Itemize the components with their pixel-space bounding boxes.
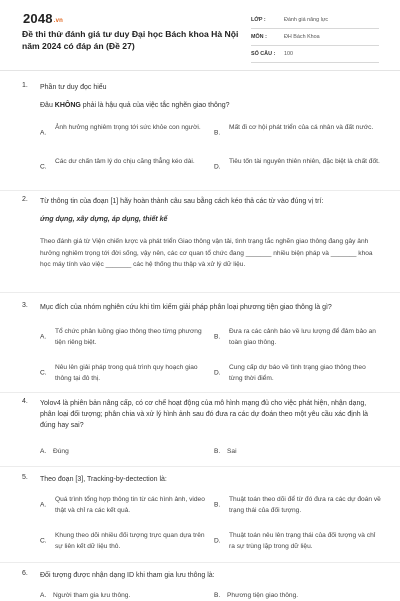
option-d[interactable]: D. Thuật toán nêu lên trạng thái của đối tượng và chỉ ra sự trùng lặp trong dữ liệu. — [214, 532, 376, 550]
question-text: Mục đích của nhóm nghiên cứu khi tìm kiếm giải pháp phân loại phương tiện giao thông là gì? — [40, 304, 332, 311]
exam-meta — [251, 12, 379, 63]
question-6 — [22, 570, 378, 600]
option-b[interactable]: B. Thuật toán theo dõi để từ đó đưa ra các dự đoán về trạng thái của đối tượng. — [214, 496, 381, 514]
meta-label: SỐ CÂU : — [251, 51, 276, 57]
question-text: Từ thông tin của đoạn [1] hãy hoàn thành câu sau bằng cách kéo thả các từ vào đúng vị trí: — [40, 198, 324, 205]
question-3 — [22, 302, 378, 388]
emphasis-not: KHÔNG — [54, 102, 81, 109]
question-divider — [0, 466, 400, 467]
meta-row-class — [251, 12, 379, 29]
meta-label: LỚP : — [251, 17, 266, 23]
option-c[interactable]: C. Các dư chấn tâm lý do chịu căng thẳng kéo dài. — [40, 158, 195, 171]
option-d[interactable]: D. Tiêu tốn tài nguyên thiên nhiên, đặc biệt là chất đốt. — [214, 158, 380, 171]
header — [0, 0, 400, 72]
meta-row-count — [251, 46, 379, 63]
option-c[interactable]: C. Nêu lên giải pháp trong quá trình quy hoạch giao thông tại đô thị. — [40, 364, 198, 382]
question-number: 3. — [22, 302, 28, 309]
meta-value: ĐH Bách Khoa — [284, 34, 320, 40]
option-b[interactable]: B. Sai — [214, 448, 237, 455]
logo-main: 2048 — [23, 11, 53, 26]
question-number: 1. — [22, 82, 28, 89]
question-4 — [22, 398, 378, 462]
option-a[interactable]: A. Quá trình tổng hợp thông tin từ các hình ảnh, video thật và chỉ ra các kết quả. — [40, 496, 205, 514]
option-b[interactable]: B. Mất đi cơ hội phát triển của cá nhân và đất nước. — [214, 124, 374, 137]
option-b[interactable]: B. Đưa ra các cảnh báo về lưu lượng để đảm bảo an toàn giao thông. — [214, 328, 376, 346]
meta-value: 100 — [284, 51, 293, 57]
option-c[interactable]: C. Khung theo dõi nhiều đối tượng trực quan dựa trên sự liên kết dữ liệu thô. — [40, 532, 205, 550]
question-text: Phần tư duy đọc hiểu — [40, 84, 107, 91]
option-b[interactable]: B. Phương tiện giao thông. — [214, 592, 299, 599]
option-a[interactable]: A. Người tham gia lưu thông. — [40, 592, 131, 599]
fill-in-paragraph: Theo đánh giá từ Viện chiến lược và phát triển Giao thông vận tải, tình trạng tắc nghẽn giao thông đang gây ảnh hưởng nghiêm trọng tới đời sống, vậy nên, các cơ quan tổ chức đang _______ nhiều biện pháp và _______ khoa học máy tính vào việc _______ các hệ thống thu thập và xử lý dữ liệu. — [40, 238, 373, 268]
option-a[interactable]: A. Đúng — [40, 448, 69, 455]
question-divider — [0, 292, 400, 293]
header-divider — [0, 70, 400, 71]
question-divider — [0, 190, 400, 191]
question-number: 4. — [22, 398, 28, 405]
meta-row-subject — [251, 29, 379, 46]
question-text: Yolov4 là phiên bản nâng cấp, có cơ chế hoạt động của mô hình mạng đủ cho việc phát hiện, nhận dạng, phân loại đối tượng; phân chia và xử lý hình ảnh sau đó đưa ra các dự đoán theo một yêu cầu xác định là đúng hay sai? — [40, 400, 369, 429]
site-logo[interactable] — [23, 11, 63, 26]
meta-label: MÔN : — [251, 34, 267, 40]
question-5 — [22, 474, 381, 558]
question-divider — [0, 392, 400, 393]
question-prompt: Đâu KHÔNG phải là hậu quả của việc tắc nghẽn giao thông? — [40, 102, 230, 109]
question-text: Đối tượng được nhận dạng ID khi tham gia lưu thông là: — [40, 572, 215, 579]
logo-suffix: .vn — [53, 18, 64, 24]
option-a[interactable]: A. Tổ chức phân luồng giao thông theo từng phương tiện riêng biệt. — [40, 328, 202, 346]
option-d[interactable]: D. Cung cấp dự báo về tình trạng giao thông theo từng thời điểm. — [214, 364, 366, 382]
drag-keywords[interactable]: ứng dụng, xây dựng, áp dụng, thiết kế — [40, 216, 168, 223]
question-number: 2. — [22, 196, 28, 203]
page-title: Đề thi thử đánh giá tư duy Đại học Bách khoa Hà Nội năm 2024 có đáp án (Đề 27) — [22, 29, 239, 51]
question-2 — [22, 196, 378, 288]
option-a[interactable]: A. Ảnh hưởng nghiêm trọng tới sức khỏe con người. — [40, 124, 201, 137]
meta-value: Đánh giá năng lực — [284, 17, 329, 23]
question-number: 5. — [22, 474, 28, 481]
question-divider — [0, 562, 400, 563]
question-number: 6. — [22, 570, 28, 577]
question-text: Theo đoạn [3], Tracking-by-dectection là: — [40, 476, 167, 483]
question-1 — [22, 82, 378, 186]
